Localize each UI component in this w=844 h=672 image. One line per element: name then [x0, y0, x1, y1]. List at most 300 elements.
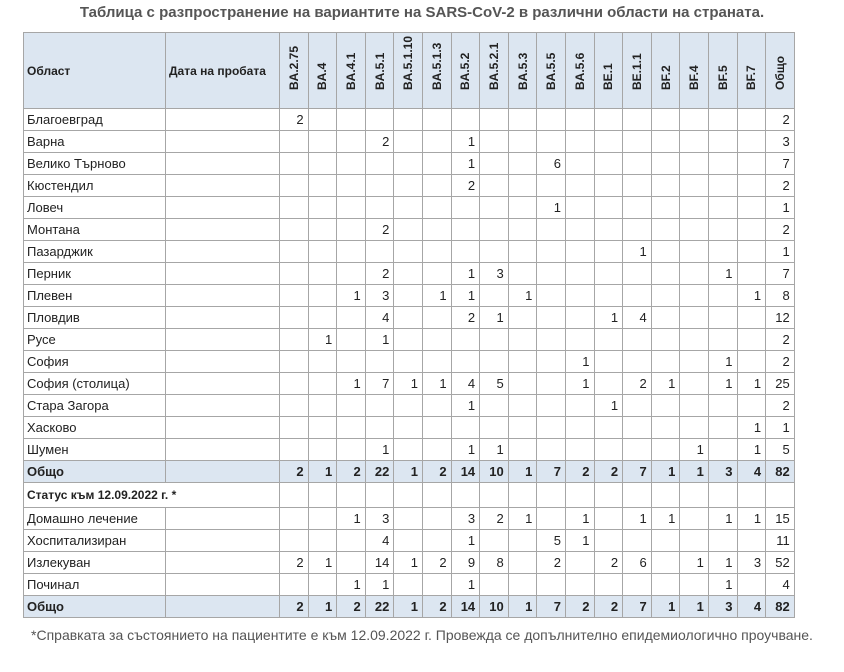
count-cell: 1	[680, 461, 709, 483]
count-cell	[737, 395, 766, 417]
count-cell: 2	[337, 461, 366, 483]
region-name: Общо	[24, 596, 166, 618]
count-cell	[651, 439, 680, 461]
count-cell: 1	[451, 153, 480, 175]
count-cell: 2	[594, 461, 623, 483]
count-cell	[394, 197, 423, 219]
count-cell	[623, 109, 652, 131]
count-cell	[594, 329, 623, 351]
count-cell	[565, 574, 594, 596]
count-cell	[680, 241, 709, 263]
count-cell	[565, 263, 594, 285]
table-row	[24, 417, 795, 439]
count-cell: 2	[623, 373, 652, 395]
count-cell	[422, 395, 451, 417]
count-cell	[651, 417, 680, 439]
count-cell: 8	[766, 285, 795, 307]
empty-cell	[394, 483, 423, 508]
sample-date-cell	[166, 373, 280, 395]
empty-cell	[623, 483, 652, 508]
count-cell	[337, 109, 366, 131]
count-cell	[623, 574, 652, 596]
count-cell	[280, 508, 309, 530]
count-cell	[708, 241, 737, 263]
count-cell	[680, 197, 709, 219]
count-cell	[280, 417, 309, 439]
count-cell	[422, 439, 451, 461]
variant-header-label: BA.2.75	[286, 45, 301, 90]
count-cell	[337, 530, 366, 552]
count-cell	[451, 197, 480, 219]
table-row	[24, 373, 795, 395]
variant-header-label: BA.5.6	[572, 52, 587, 90]
count-cell	[594, 417, 623, 439]
count-cell	[280, 241, 309, 263]
count-cell	[508, 530, 537, 552]
count-cell	[308, 263, 337, 285]
table-row	[24, 439, 795, 461]
variant-header-label: BE.1.1	[629, 53, 644, 90]
sample-date-cell	[166, 197, 280, 219]
count-cell	[280, 219, 309, 241]
region-name: Излекуван	[24, 552, 166, 574]
count-cell	[623, 285, 652, 307]
variant-header-label: BE.1	[601, 63, 616, 90]
table-title: Таблица с разпространение на вариантите на SARS-CoV-2 в различни области на страната.	[79, 4, 765, 21]
count-cell	[480, 574, 509, 596]
count-cell	[308, 153, 337, 175]
count-cell: 4	[451, 373, 480, 395]
variant-header	[565, 33, 594, 109]
count-cell	[337, 395, 366, 417]
count-cell	[623, 131, 652, 153]
count-cell: 1	[594, 395, 623, 417]
count-cell: 2	[451, 307, 480, 329]
sample-date-cell	[166, 109, 280, 131]
count-cell: 1	[708, 373, 737, 395]
sample-date-cell	[166, 596, 280, 618]
status-row	[24, 530, 795, 552]
count-cell	[537, 417, 566, 439]
count-cell: 25	[766, 373, 795, 395]
count-cell	[422, 417, 451, 439]
count-cell	[680, 219, 709, 241]
count-cell	[394, 175, 423, 197]
count-cell: 1	[737, 373, 766, 395]
count-cell: 7	[766, 263, 795, 285]
count-cell	[280, 351, 309, 373]
count-cell	[337, 153, 366, 175]
count-cell	[308, 351, 337, 373]
count-cell	[280, 263, 309, 285]
count-cell	[365, 197, 394, 219]
count-cell	[394, 417, 423, 439]
count-cell	[651, 197, 680, 219]
count-cell	[422, 131, 451, 153]
count-cell	[422, 307, 451, 329]
count-cell: 1	[394, 373, 423, 395]
count-cell	[737, 329, 766, 351]
empty-cell	[537, 483, 566, 508]
empty-cell	[766, 483, 795, 508]
count-cell: 1	[708, 263, 737, 285]
count-cell	[708, 530, 737, 552]
empty-cell	[365, 483, 394, 508]
count-cell	[680, 153, 709, 175]
count-cell	[594, 373, 623, 395]
count-cell: 1	[365, 439, 394, 461]
variant-header	[766, 33, 795, 109]
count-cell	[680, 109, 709, 131]
count-cell	[508, 219, 537, 241]
count-cell: 1	[708, 574, 737, 596]
count-cell	[480, 395, 509, 417]
count-cell	[280, 307, 309, 329]
count-cell: 82	[766, 461, 795, 483]
count-cell	[451, 329, 480, 351]
region-name: Хасково	[24, 417, 166, 439]
count-cell: 2	[365, 131, 394, 153]
count-cell	[508, 109, 537, 131]
count-cell	[508, 574, 537, 596]
count-cell: 3	[708, 461, 737, 483]
region-name: Стара Загора	[24, 395, 166, 417]
sample-date-cell	[166, 574, 280, 596]
count-cell: 2	[766, 329, 795, 351]
count-cell	[280, 153, 309, 175]
count-cell	[280, 285, 309, 307]
count-cell	[651, 153, 680, 175]
count-cell	[394, 241, 423, 263]
count-cell	[280, 530, 309, 552]
count-cell	[451, 417, 480, 439]
count-cell: 1	[451, 395, 480, 417]
count-cell: 2	[422, 461, 451, 483]
variant-header	[337, 33, 366, 109]
count-cell	[365, 109, 394, 131]
count-cell	[394, 329, 423, 351]
count-cell	[623, 439, 652, 461]
empty-cell	[594, 483, 623, 508]
count-cell: 1	[623, 508, 652, 530]
count-cell	[337, 263, 366, 285]
region-name: Кюстендил	[24, 175, 166, 197]
count-cell: 3	[365, 508, 394, 530]
count-cell: 1	[308, 552, 337, 574]
count-cell: 3	[766, 131, 795, 153]
count-cell	[651, 131, 680, 153]
count-cell	[508, 175, 537, 197]
count-cell	[708, 285, 737, 307]
variant-header-label: Общо	[772, 55, 787, 90]
count-cell	[422, 351, 451, 373]
count-cell: 1	[508, 461, 537, 483]
count-cell	[451, 351, 480, 373]
count-cell	[537, 219, 566, 241]
count-cell	[308, 131, 337, 153]
variant-header	[594, 33, 623, 109]
empty-cell	[565, 483, 594, 508]
count-cell	[308, 395, 337, 417]
count-cell: 14	[451, 596, 480, 618]
count-cell	[280, 574, 309, 596]
count-cell	[680, 351, 709, 373]
count-cell	[308, 109, 337, 131]
count-cell	[537, 307, 566, 329]
count-cell	[623, 351, 652, 373]
count-cell: 1	[766, 197, 795, 219]
count-cell: 5	[480, 373, 509, 395]
variant-header	[623, 33, 652, 109]
count-cell: 7	[537, 596, 566, 618]
total-row	[24, 461, 795, 483]
count-cell	[337, 307, 366, 329]
count-cell: 1	[737, 508, 766, 530]
count-cell	[508, 197, 537, 219]
count-cell	[394, 307, 423, 329]
count-cell	[680, 530, 709, 552]
table-row	[24, 263, 795, 285]
count-cell	[651, 395, 680, 417]
count-cell	[737, 263, 766, 285]
empty-cell	[737, 483, 766, 508]
count-cell	[565, 285, 594, 307]
table-row	[24, 153, 795, 175]
count-cell	[594, 263, 623, 285]
sample-date-cell	[166, 241, 280, 263]
count-cell: 4	[766, 574, 795, 596]
count-cell: 2	[766, 109, 795, 131]
count-cell: 1	[651, 596, 680, 618]
count-cell	[565, 109, 594, 131]
region-name: Варна	[24, 131, 166, 153]
table-row	[24, 219, 795, 241]
count-cell	[623, 197, 652, 219]
count-cell	[737, 351, 766, 373]
count-cell	[422, 329, 451, 351]
total-row	[24, 596, 795, 618]
region-name: Общо	[24, 461, 166, 483]
count-cell: 1	[708, 351, 737, 373]
variants-table	[23, 32, 795, 618]
variant-header	[308, 33, 337, 109]
variant-header	[737, 33, 766, 109]
count-cell: 4	[737, 596, 766, 618]
count-cell	[680, 131, 709, 153]
count-cell	[451, 219, 480, 241]
count-cell	[623, 329, 652, 351]
count-cell: 3	[451, 508, 480, 530]
count-cell: 1	[737, 439, 766, 461]
count-cell: 1	[680, 552, 709, 574]
empty-cell	[708, 483, 737, 508]
count-cell	[651, 241, 680, 263]
count-cell	[280, 131, 309, 153]
count-cell	[480, 131, 509, 153]
count-cell	[508, 351, 537, 373]
count-cell: 2	[337, 596, 366, 618]
count-cell	[737, 530, 766, 552]
count-cell: 1	[308, 596, 337, 618]
sample-date-cell	[166, 285, 280, 307]
count-cell	[508, 263, 537, 285]
variant-header-label: BA.5.3	[515, 52, 530, 90]
count-cell: 9	[451, 552, 480, 574]
count-cell	[565, 552, 594, 574]
count-cell: 15	[766, 508, 795, 530]
count-cell: 11	[766, 530, 795, 552]
count-cell	[508, 329, 537, 351]
count-cell: 1	[394, 461, 423, 483]
count-cell	[308, 219, 337, 241]
table-row	[24, 351, 795, 373]
count-cell: 12	[766, 307, 795, 329]
count-cell	[737, 197, 766, 219]
count-cell	[680, 329, 709, 351]
count-cell	[280, 329, 309, 351]
count-cell	[594, 439, 623, 461]
count-cell	[308, 175, 337, 197]
region-name: Хоспитализиран	[24, 530, 166, 552]
count-cell	[623, 530, 652, 552]
count-cell	[623, 395, 652, 417]
variant-header-label: BF.2	[658, 65, 673, 90]
count-cell	[651, 307, 680, 329]
count-cell	[480, 351, 509, 373]
count-cell	[451, 241, 480, 263]
empty-cell	[651, 483, 680, 508]
count-cell	[308, 530, 337, 552]
variant-header-label: BA.5.2	[458, 52, 473, 90]
count-cell	[737, 241, 766, 263]
table-row	[24, 197, 795, 219]
count-cell: 2	[565, 461, 594, 483]
count-cell: 7	[623, 596, 652, 618]
count-cell: 1	[451, 439, 480, 461]
count-cell: 6	[537, 153, 566, 175]
count-cell: 1	[451, 285, 480, 307]
region-name: Перник	[24, 263, 166, 285]
count-cell	[537, 175, 566, 197]
empty-cell	[422, 483, 451, 508]
empty-cell	[451, 483, 480, 508]
count-cell	[394, 153, 423, 175]
count-cell	[537, 329, 566, 351]
count-cell	[422, 241, 451, 263]
count-cell: 1	[766, 241, 795, 263]
count-cell	[537, 131, 566, 153]
status-row	[24, 552, 795, 574]
count-cell: 1	[651, 508, 680, 530]
variant-header	[280, 33, 309, 109]
count-cell	[337, 417, 366, 439]
count-cell: 1	[451, 574, 480, 596]
variant-header-label: BA.5.1.10	[401, 35, 416, 90]
count-cell: 3	[708, 596, 737, 618]
variant-header-label: BA.5.1.3	[429, 42, 444, 90]
sample-date-cell	[166, 131, 280, 153]
count-cell: 7	[623, 461, 652, 483]
count-cell	[394, 351, 423, 373]
count-cell	[537, 263, 566, 285]
count-cell: 1	[623, 241, 652, 263]
count-cell: 3	[737, 552, 766, 574]
count-cell: 2	[766, 175, 795, 197]
count-cell: 1	[537, 197, 566, 219]
count-cell	[680, 508, 709, 530]
count-cell: 1	[337, 373, 366, 395]
count-cell	[651, 263, 680, 285]
count-cell: 1	[651, 461, 680, 483]
sample-date-cell	[166, 219, 280, 241]
count-cell	[737, 219, 766, 241]
count-cell	[365, 417, 394, 439]
sample-date-cell	[166, 329, 280, 351]
count-cell	[480, 417, 509, 439]
count-cell	[422, 530, 451, 552]
count-cell: 1	[394, 596, 423, 618]
count-cell	[594, 351, 623, 373]
status-heading-row	[24, 483, 795, 508]
count-cell: 1	[680, 439, 709, 461]
count-cell	[708, 153, 737, 175]
count-cell	[737, 175, 766, 197]
count-cell	[394, 508, 423, 530]
region-name: Велико Търново	[24, 153, 166, 175]
variant-header-label: BA.5.2.1	[486, 42, 501, 90]
count-cell: 2	[594, 552, 623, 574]
count-cell	[594, 175, 623, 197]
count-cell	[594, 241, 623, 263]
region-name: Благоевград	[24, 109, 166, 131]
count-cell	[565, 395, 594, 417]
count-cell	[537, 439, 566, 461]
count-cell	[737, 109, 766, 131]
count-cell	[508, 439, 537, 461]
count-cell	[337, 329, 366, 351]
variant-header	[422, 33, 451, 109]
count-cell: 6	[623, 552, 652, 574]
region-name: Плевен	[24, 285, 166, 307]
variant-header	[508, 33, 537, 109]
count-cell	[508, 552, 537, 574]
count-cell	[480, 109, 509, 131]
variant-header-label: BF.4	[687, 65, 702, 90]
status-row	[24, 508, 795, 530]
count-cell: 7	[537, 461, 566, 483]
count-cell	[337, 351, 366, 373]
table-row	[24, 241, 795, 263]
count-cell	[565, 197, 594, 219]
count-cell: 2	[422, 596, 451, 618]
count-cell: 1	[594, 307, 623, 329]
count-cell	[565, 329, 594, 351]
variant-header	[537, 33, 566, 109]
count-cell	[280, 373, 309, 395]
count-cell: 10	[480, 461, 509, 483]
count-cell	[565, 307, 594, 329]
count-cell	[508, 307, 537, 329]
count-cell	[280, 175, 309, 197]
count-cell	[308, 373, 337, 395]
count-cell	[508, 153, 537, 175]
variant-header	[394, 33, 423, 109]
count-cell: 4	[737, 461, 766, 483]
variant-header	[708, 33, 737, 109]
count-cell	[651, 285, 680, 307]
region-name: Монтана	[24, 219, 166, 241]
count-cell: 1	[480, 439, 509, 461]
